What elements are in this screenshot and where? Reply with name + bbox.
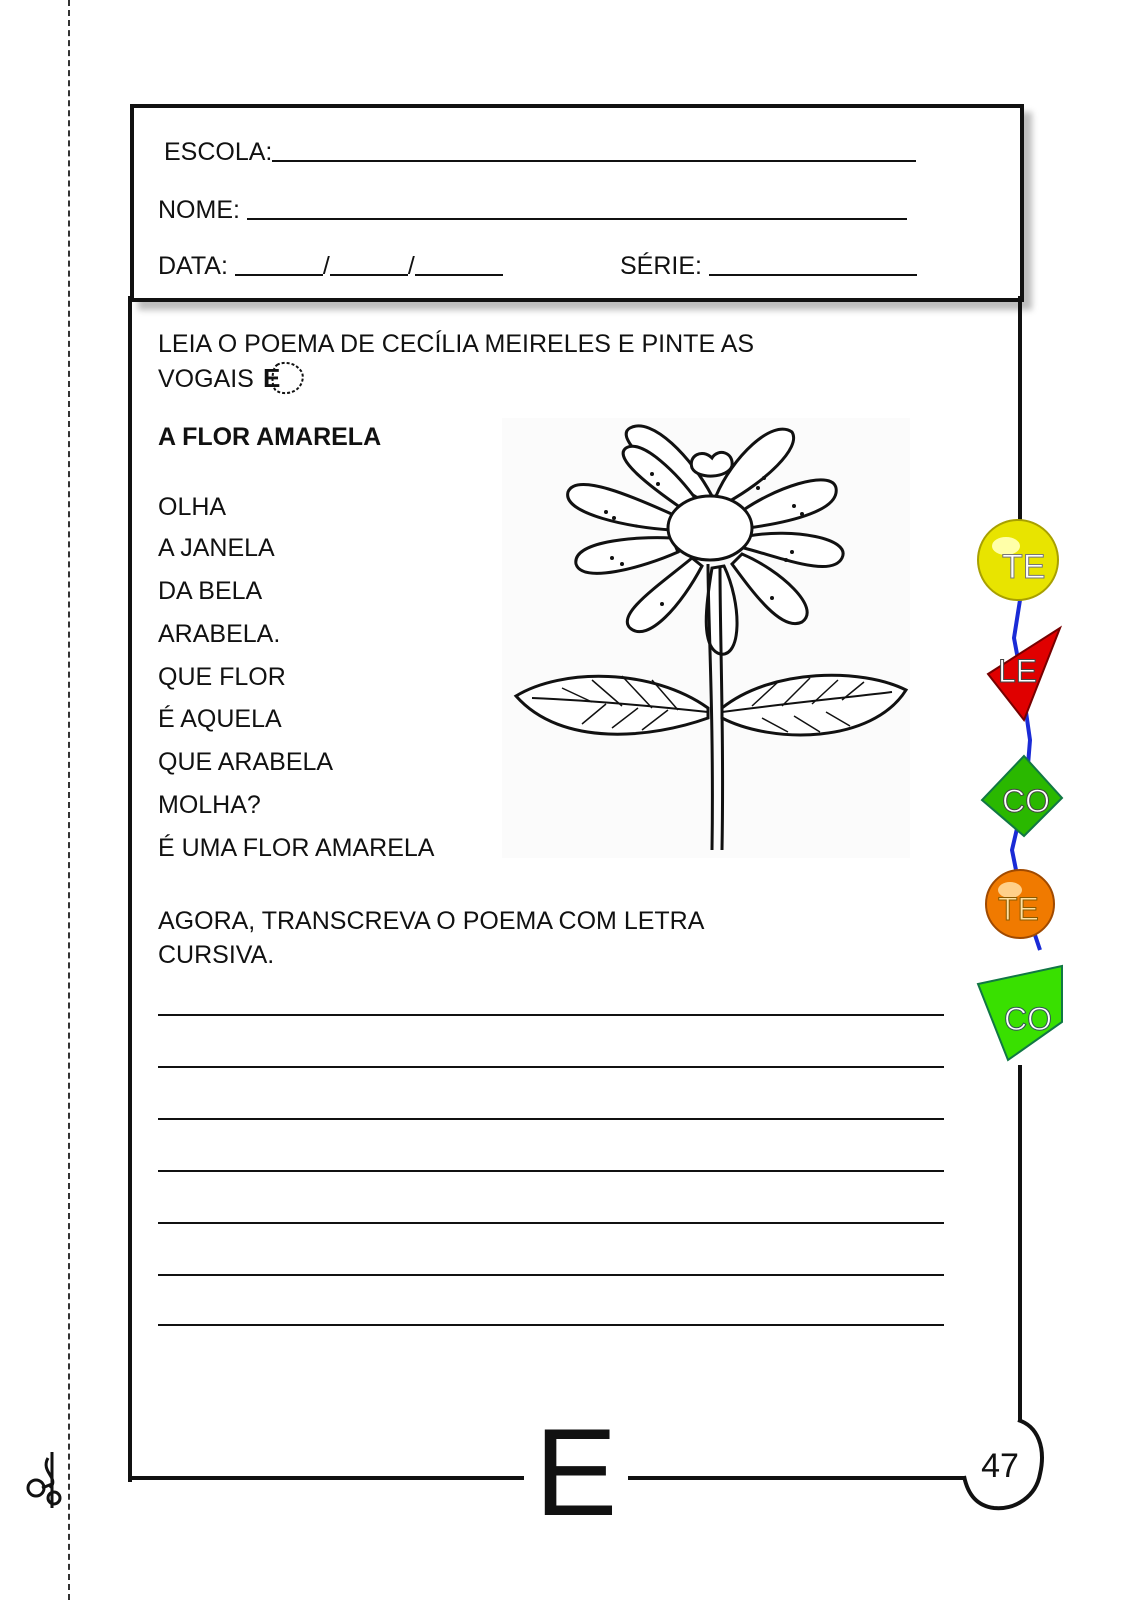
poem-title: A FLOR AMARELA [158, 423, 382, 451]
page-border-left [128, 296, 132, 1482]
page-border-right [1018, 296, 1022, 526]
student-info-box [130, 104, 1024, 302]
poem-line: OLHA [158, 493, 227, 521]
scissors-icon [22, 1448, 70, 1514]
grade-row [620, 252, 917, 280]
side-decoration [968, 510, 1078, 1070]
writing-line[interactable] [158, 1014, 944, 1016]
writing-line[interactable] [158, 1274, 944, 1276]
poem-line: QUE FLOR [158, 663, 286, 691]
instruction-line: AGORA, TRANSCREVA O POEMA COM LETRA [158, 907, 705, 935]
side-tag: CO [1002, 783, 1050, 819]
poem-line: É AQUELA [158, 705, 282, 733]
writing-line[interactable] [158, 1066, 944, 1068]
flower-illustration [502, 418, 910, 858]
side-tag: TE [998, 891, 1039, 927]
writing-line[interactable] [158, 1170, 944, 1172]
page-border-bottom [128, 1476, 524, 1480]
poem-line: A JANELA [158, 534, 275, 562]
grade-label: SÉRIE: [620, 252, 702, 280]
vowel-e-icon [261, 361, 305, 395]
writing-line[interactable] [158, 1324, 944, 1326]
side-tag: CO [1004, 1001, 1052, 1037]
instruction-line [158, 361, 858, 396]
school-row [164, 138, 916, 166]
date-label: DATA: [158, 252, 228, 280]
vowel-icon-letter: E [262, 363, 281, 393]
writing-line[interactable] [158, 1118, 944, 1120]
school-label: ESCOLA: [164, 138, 273, 166]
date-row [158, 252, 503, 280]
poem-line: ARABELA. [158, 620, 281, 648]
transcribe-instruction [158, 904, 798, 972]
poem-line: QUE ARABELA [158, 748, 334, 776]
name-field[interactable] [247, 198, 907, 220]
poem-line: É UMA FLOR AMARELA [158, 834, 435, 862]
school-field[interactable] [272, 140, 916, 162]
page-number: 47 [981, 1447, 1019, 1485]
date-separator: / [322, 252, 330, 280]
poem-line: MOLHA? [158, 791, 261, 819]
side-tag: TE [1002, 548, 1046, 586]
name-row [158, 196, 907, 224]
cut-line [68, 0, 70, 1600]
date-day-field[interactable] [235, 254, 323, 276]
side-tag: LE [998, 653, 1038, 689]
instruction-vowels-text: VOGAIS [158, 365, 254, 393]
poem-line: DA BELA [158, 577, 263, 605]
instruction-line: CURSIVA. [158, 941, 275, 969]
instruction-line: LEIA O POEMA DE CECÍLIA MEIRELES E PINTE AS [158, 330, 755, 358]
reading-instruction [158, 327, 858, 396]
page-border-right [1018, 1065, 1022, 1420]
name-label: NOME: [158, 196, 240, 224]
section-letter: E [534, 1404, 618, 1542]
date-year-field[interactable] [415, 254, 503, 276]
date-month-field[interactable] [330, 254, 408, 276]
writing-line[interactable] [158, 1222, 944, 1224]
date-separator: / [407, 252, 415, 280]
page-border-bottom [628, 1476, 966, 1480]
grade-field[interactable] [709, 254, 917, 276]
